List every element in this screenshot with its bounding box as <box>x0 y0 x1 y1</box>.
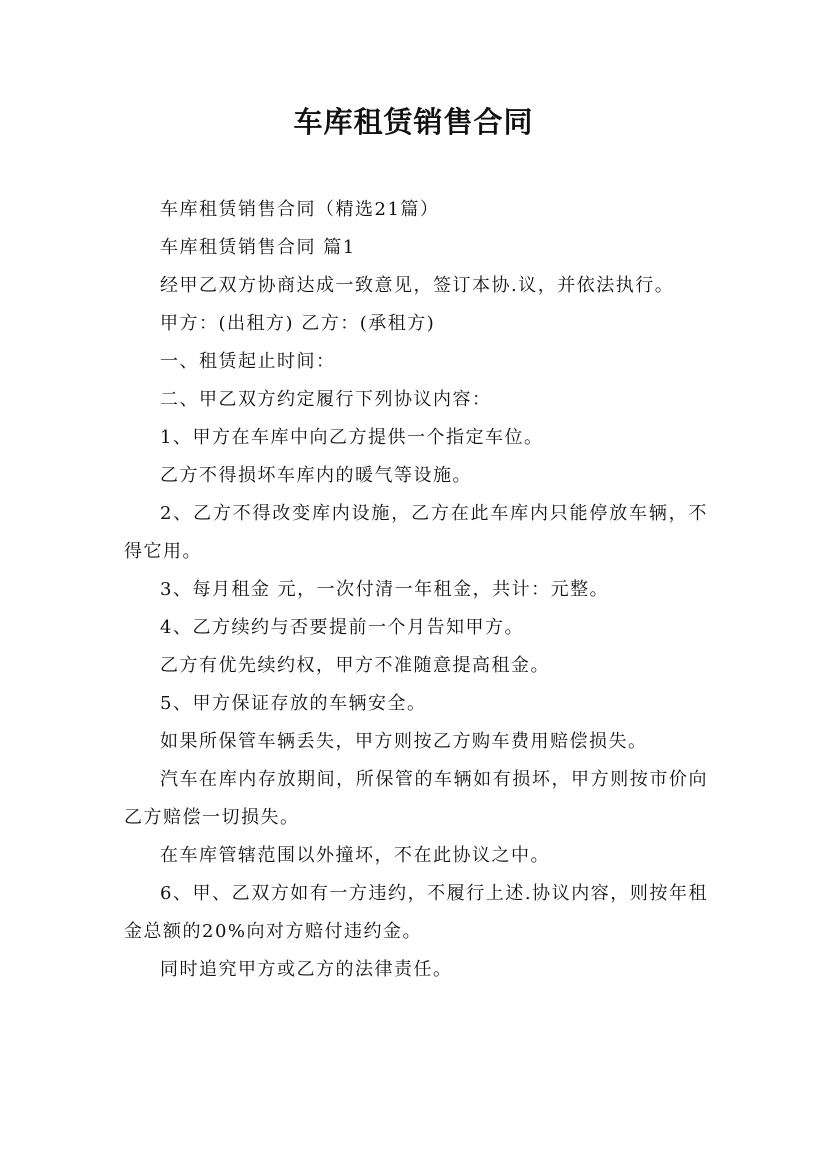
paragraph: 1、甲方在车库中向乙方提供一个指定车位。 <box>160 427 544 448</box>
paragraph: 二、甲乙双方约定履行下列协议内容： <box>160 389 492 410</box>
paragraph: 同时追究甲方或乙方的法律责任。 <box>160 959 453 980</box>
paragraph: 车库租赁销售合同（精选21篇） <box>160 199 440 220</box>
paragraph: 乙方有优先续约权，甲方不准随意提高租金。 <box>160 655 550 676</box>
paragraph: 经甲乙双方协商达成一致意见，签订本协.议，并依法执行。 <box>160 275 675 296</box>
paragraph: 6、甲、乙双方如有一方违约，不履行上述.协议内容，则按年租金总额的20%向对方赔付违约金。 <box>124 883 708 942</box>
paragraph: 乙方不得损坏车库内的暖气等设施。 <box>160 465 472 486</box>
paragraph: 车库租赁销售合同 篇1 <box>160 237 356 258</box>
paragraph: 一、租赁起止时间： <box>160 351 336 372</box>
paragraph: 在车库管辖范围以外撞坏，不在此协议之中。 <box>160 845 550 866</box>
document-title: 车库租赁销售合同 <box>293 105 534 139</box>
document-body <box>124 191 708 989</box>
paragraph: 2、乙方不得改变库内设施，乙方在此车库内只能停放车辆，不得它用。 <box>124 503 708 562</box>
paragraph: 汽车在库内存放期间，所保管的车辆如有损坏，甲方则按市价向乙方赔偿一切损失。 <box>124 769 708 828</box>
paragraph: 如果所保管车辆丢失，甲方则按乙方购车费用赔偿损失。 <box>160 731 648 752</box>
paragraph: 3、每月租金 元，一次付清一年租金，共计：元整。 <box>160 579 610 600</box>
paragraph: 4、乙方续约与否要提前一个月告知甲方。 <box>160 617 524 638</box>
paragraph: 5、甲方保证存放的车辆安全。 <box>160 693 427 714</box>
paragraph: 甲方：(出租方) 乙方：(承租方) <box>160 313 436 334</box>
